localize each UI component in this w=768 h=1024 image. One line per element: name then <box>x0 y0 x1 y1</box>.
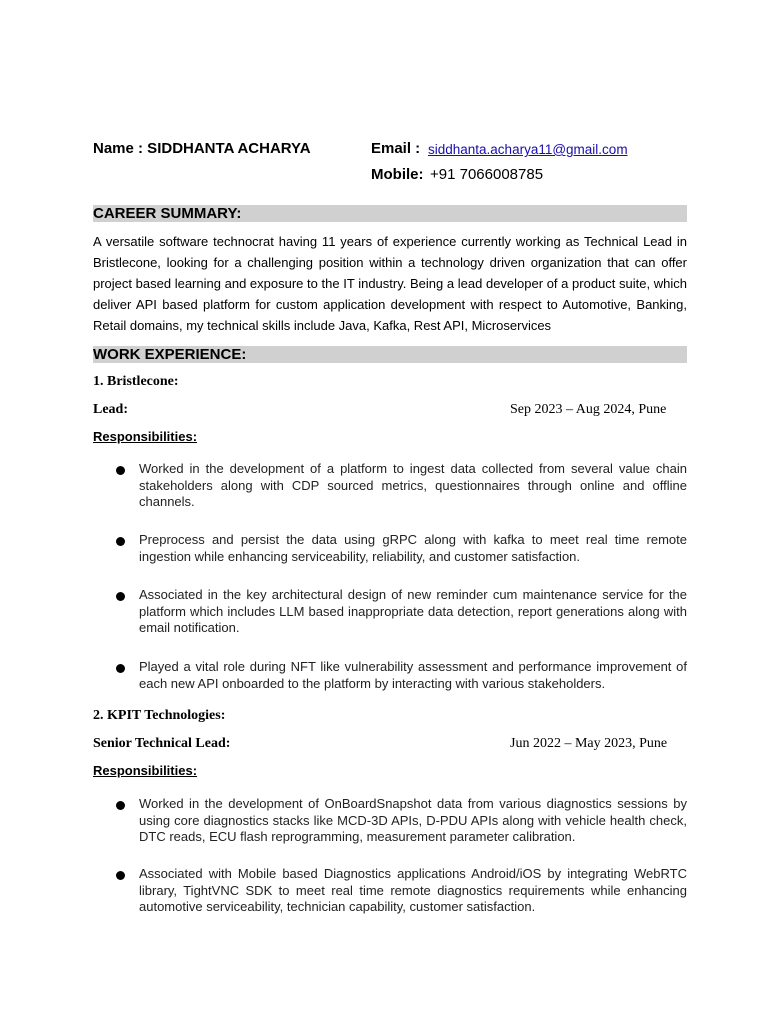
list-item <box>116 461 687 511</box>
career-summary-heading: CAREER SUMMARY: <box>93 205 687 222</box>
list-item <box>116 796 687 846</box>
mobile-value: +91 7066008785 <box>430 166 544 183</box>
responsibilities-label: Responsibilities: <box>93 763 198 778</box>
job-company: 2. KPIT Technologies: <box>93 708 226 723</box>
job-period: Jun 2022 – May 2023, Pune <box>510 736 668 751</box>
list-item <box>116 532 687 565</box>
bullet-text: Worked in the development of a platform to ingest data collected from several value chain stakeholders along with CDP sourced metrics, questionnaires through online and offline channels. <box>139 461 687 509</box>
bullet-icon <box>116 466 125 475</box>
bullet-text: Worked in the development of OnBoardSnapshot data from various diagnostics sessions by using core diagnostics stacks like MCD-3D APIs, D-PDU APIs along with vehicle health check, DTC reads, ECU flash reprogramming, measurement parameter calibration. <box>139 796 687 844</box>
bullet-text: Associated in the key architectural design of new reminder cum maintenance service for the platform which includes LLM based inappropriate data detection, report generations along with email notification. <box>139 587 687 635</box>
bullet-icon <box>116 537 125 546</box>
list-item <box>116 866 687 916</box>
career-summary-text: A versatile software technocrat having 11 years of experience currently working as Technical Lead in Bristlecone, looking for a challenging position within a technology driven organization that can offer project based learning and exposure to the IT industry. Being a lead developer of a product suite, which deliver API based platform for custom application development with respect to Automotive, Banking, Retail domains, my technical skills include Java, Kafka, Rest API, Microservices <box>93 234 687 333</box>
mobile-label: Mobile: <box>371 166 424 183</box>
work-experience-heading: WORK EXPERIENCE: <box>93 346 687 363</box>
list-item <box>116 587 687 637</box>
bullet-icon <box>116 871 125 880</box>
bullet-icon <box>116 592 125 601</box>
bullet-text: Preprocess and persist the data using gRPC along with kafka to meet real time remote ingestion while enhancing serviceability, reliability, and customer satisfaction. <box>139 532 687 564</box>
job-role: Senior Technical Lead: <box>93 736 231 751</box>
bullet-icon <box>116 801 125 810</box>
email-link[interactable]: siddhanta.acharya11@gmail.com <box>428 142 628 157</box>
job-role: Lead: <box>93 402 128 417</box>
candidate-name: Name : SIDDHANTA ACHARYA <box>93 140 311 157</box>
responsibilities-label: Responsibilities: <box>93 429 198 444</box>
bullet-text: Played a vital role during NFT like vulnerability assessment and performance improvement of each new API onboarded to the platform by interacting with various stakeholders. <box>139 659 687 691</box>
bullet-text: Associated with Mobile based Diagnostics applications Android/iOS by integrating WebRTC library, TightVNC SDK to meet real time remote diagnostics requirements while enhancing automotive serviceability, technician capability, customer satisfaction. <box>139 866 687 914</box>
email-label: Email : <box>371 140 421 157</box>
list-item <box>116 659 687 692</box>
job-period: Sep 2023 – Aug 2024, Pune <box>510 402 667 417</box>
bullet-icon <box>116 664 125 673</box>
job-company: 1. Bristlecone: <box>93 374 179 389</box>
